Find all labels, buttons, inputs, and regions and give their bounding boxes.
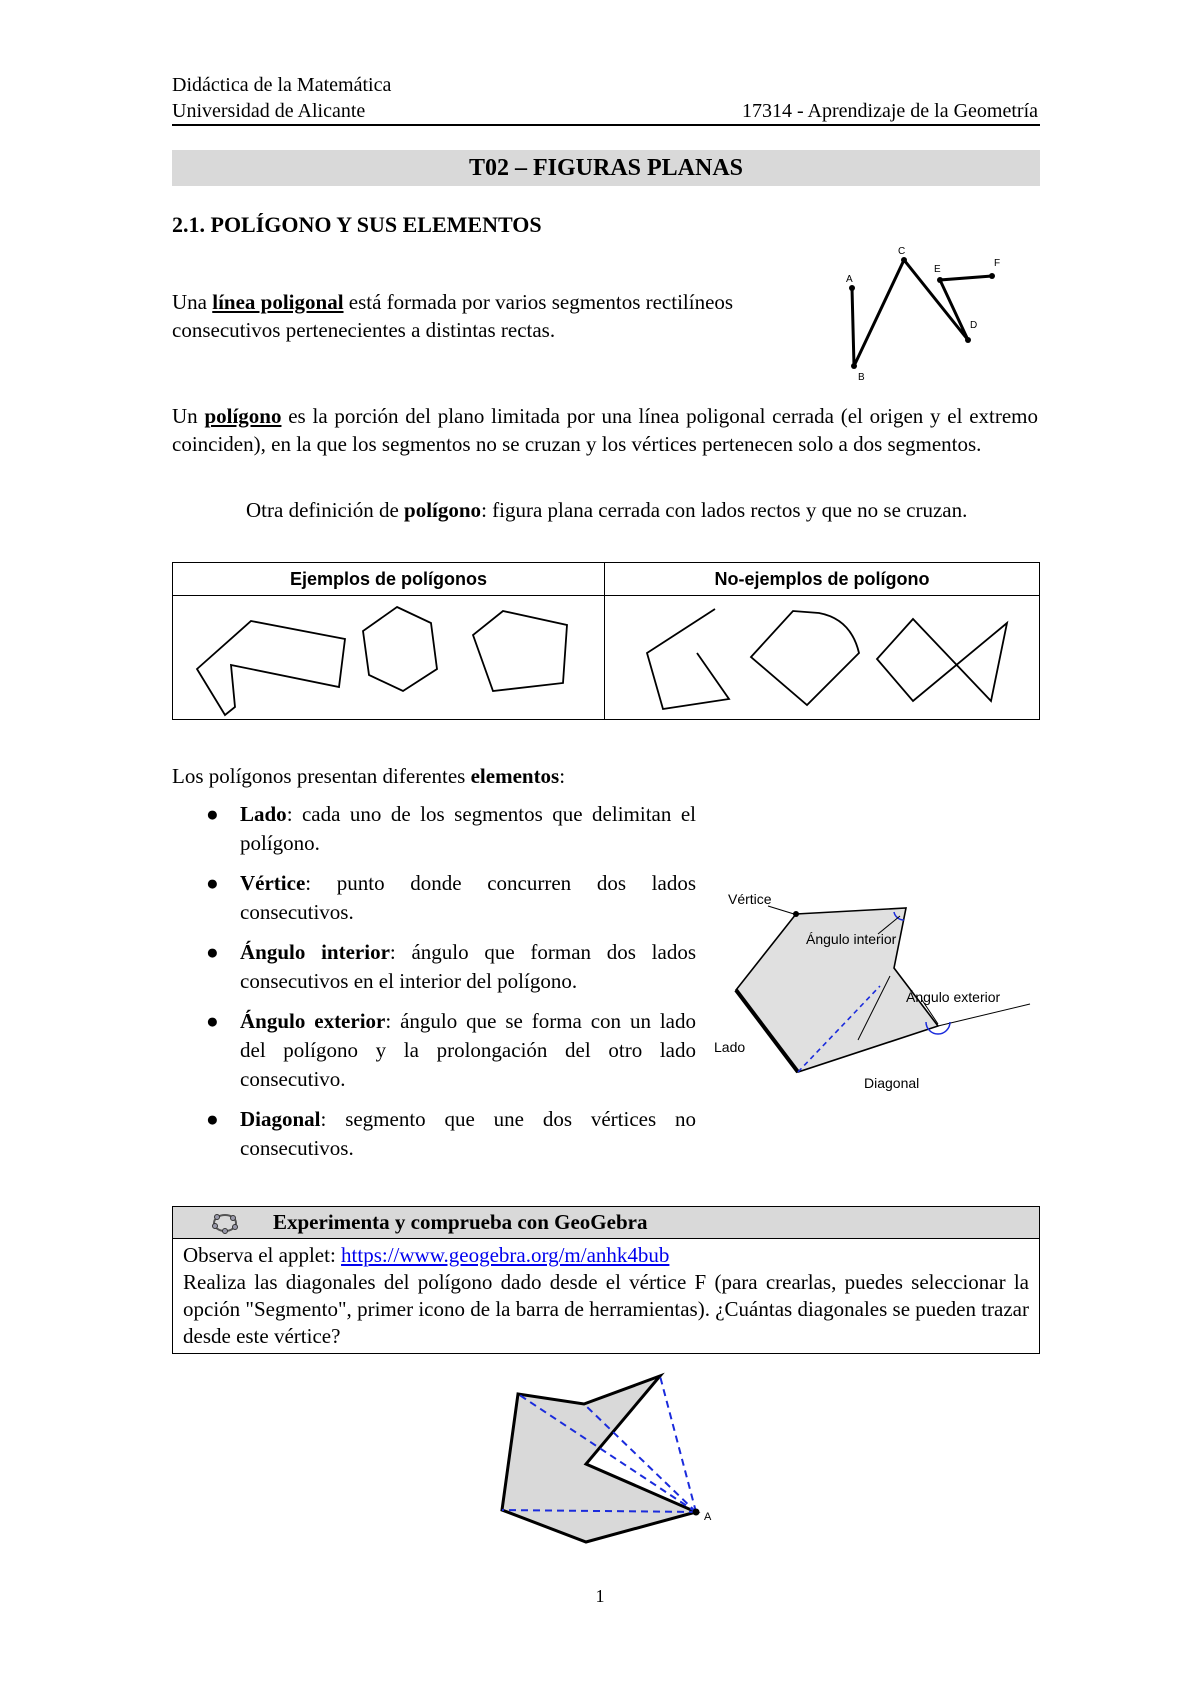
nonexample-open-shape (647, 609, 729, 709)
polygon-def-rest: es la porción del plano limitada por una línea poligonal cerrada (el origen y el extremo coinciden), en la que los segmentos no se cruzan y los vértices pertenecen solo a dos segmentos. (172, 404, 1038, 456)
element-text: : punto donde concurren dos lados consecutivos. (240, 871, 696, 924)
label-lado: Lado (714, 1039, 746, 1055)
label-diagonal: Diagonal (864, 1075, 920, 1091)
polygon-def-prefix: Un (172, 404, 205, 428)
header-divider (172, 124, 1040, 126)
list-item-angulo-exterior (200, 1007, 696, 1094)
geogebra-instructions: Realiza las diagonales del polígono dado desde el vértice F (para crearlas, puedes seleccionar la opción "Segmento", primer icono de la barra de herramientas). ¿Cuántas diagonales se pueden trazar desde este vértice? (183, 1270, 1029, 1348)
polygonal-line-figure (840, 244, 1040, 384)
geogebra-link[interactable]: https://www.geogebra.org/m/anhk4bub (341, 1243, 670, 1267)
polygon-examples-figure (173, 597, 604, 719)
list-item-vertice (200, 869, 696, 927)
geogebra-box (172, 1206, 1040, 1354)
polygonal-line-term: línea poligonal (212, 290, 344, 314)
bullet-icon: ● (206, 802, 219, 826)
elements-intro (172, 762, 772, 790)
element-text: : cada uno de los segmentos que delimitan el polígono. (240, 802, 696, 855)
polygon-definition-paragraph (172, 402, 1038, 458)
geogebra-icon (211, 1212, 239, 1234)
table-header-divider (173, 595, 1039, 596)
polygonal-line-paragraph (172, 288, 812, 344)
point-label-e: E (934, 264, 941, 275)
point-label-d: D (970, 320, 978, 331)
point-label-f: F (994, 258, 1001, 269)
list-item-diagonal (200, 1105, 696, 1163)
example-pentagon (473, 611, 567, 691)
header-course-code: 17314 - Aprendizaje de la Geometría (742, 100, 1038, 122)
label-vertice: Vértice (728, 891, 772, 907)
list-item-angulo-interior (200, 938, 696, 996)
element-text: : ángulo que forman dos lados consecutivos en el interior del polígono. (240, 940, 697, 993)
alt-def-rest: : figura plana cerrada con lados rectos y que no se cruzan. (481, 498, 968, 522)
example-hexagon (363, 607, 437, 691)
alt-def-prefix: Otra definición de (246, 498, 405, 522)
examples-header: Ejemplos de polígonos (289, 569, 487, 589)
geogebra-body (183, 1242, 1029, 1350)
non-polygon-examples-figure (605, 597, 1039, 719)
label-angulo-interior: Ángulo interior (806, 931, 897, 947)
elements-intro-term: elementos (470, 764, 560, 788)
diagonals-figure (488, 1370, 748, 1550)
elements-list (200, 800, 696, 1174)
geogebra-title: Experimenta y comprueba con GeoGebra (273, 1210, 648, 1234)
nonexample-crossed-shape (877, 619, 1007, 701)
nonexample-curved-shape (751, 611, 859, 705)
bullet-icon: ● (206, 1009, 219, 1033)
non-examples-header: No-ejemplos de polígono (714, 569, 930, 589)
point-label-b: B (858, 372, 865, 383)
geogebra-intro: Observa el applet: (183, 1243, 342, 1267)
point-label-c: C (898, 246, 906, 257)
list-item-lado (200, 800, 696, 858)
vertex-label-a: A (704, 1511, 712, 1523)
point-label-a: A (846, 274, 853, 285)
element-text: : segmento que une dos vértices no consecutivos. (240, 1107, 696, 1160)
examples-table (172, 562, 1040, 720)
elements-intro-suffix: : (559, 764, 566, 788)
polygon-elements-diagram (710, 876, 1040, 1096)
bullet-icon: ● (206, 871, 219, 895)
polygon-def-term: polígono (204, 404, 282, 428)
geogebra-header (173, 1207, 1039, 1239)
section-heading: 2.1. POLÍGONO Y SUS ELEMENTOS (172, 212, 542, 237)
diagram-extension (938, 1004, 1030, 1026)
header-course-name: Didáctica de la Matemática (172, 74, 392, 96)
alt-definition-paragraph (246, 496, 1038, 524)
element-text: : ángulo que se forma con un lado del polígono y la prolongación del otro lado consecutivo. (240, 1009, 696, 1091)
bullet-icon: ● (206, 940, 219, 964)
element-term: Diagonal (240, 1107, 321, 1131)
element-term: Ángulo interior (240, 940, 390, 964)
elements-intro-prefix: Los polígonos presentan diferentes (172, 764, 471, 788)
element-term: Lado (240, 802, 287, 826)
polygonal-line-rest: está formada por varios segmentos rectilíneos consecutivos pertenecientes a distintas rectas. (172, 290, 734, 342)
label-angulo-exterior: Ángulo exterior (906, 989, 1001, 1005)
page-title: T02 – FIGURAS PLANAS (172, 150, 1040, 186)
header-university: Universidad de Alicante (172, 100, 366, 122)
bullet-icon: ● (206, 1107, 219, 1131)
example-concave-polygon (197, 621, 345, 715)
page-number: 1 (595, 1586, 605, 1606)
element-term: Vértice (240, 871, 306, 895)
element-term: Ángulo exterior (240, 1009, 386, 1033)
polygonal-line-prefix: Una (172, 290, 213, 314)
alt-def-term: polígono (404, 498, 482, 522)
